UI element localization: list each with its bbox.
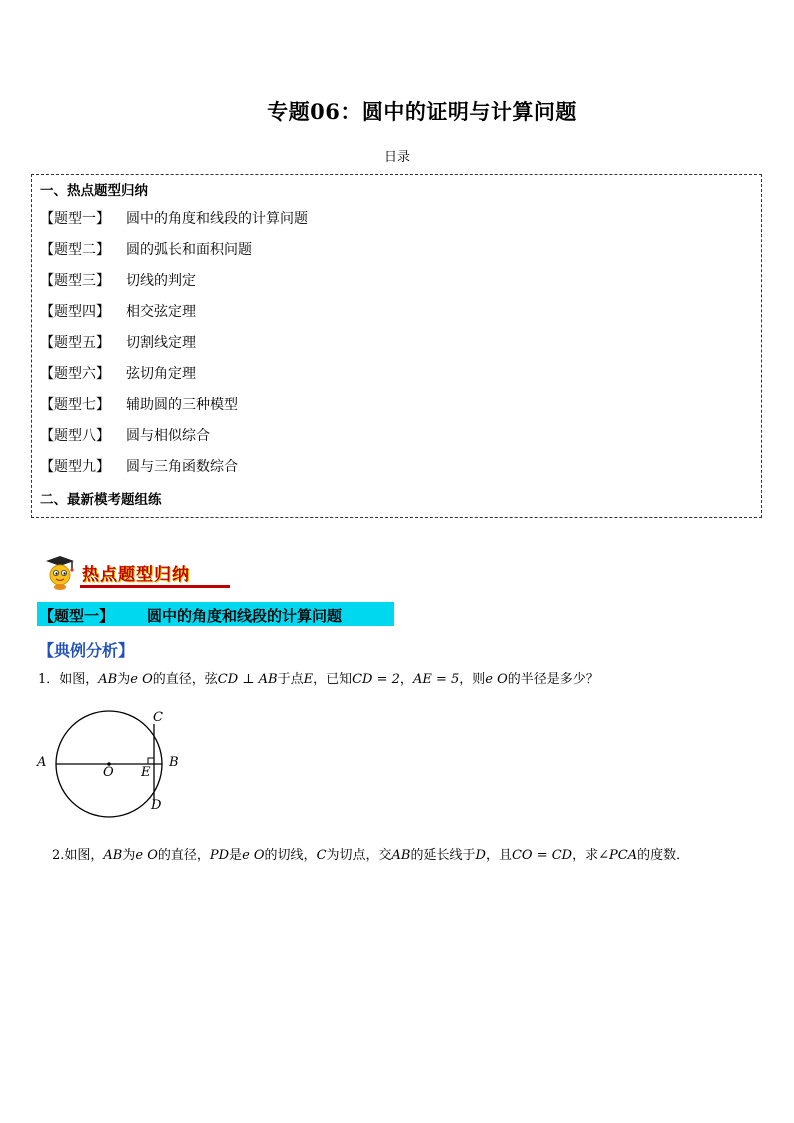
math-circle: e O [135, 848, 158, 863]
math-var: AB [98, 672, 118, 687]
text: 为 [117, 672, 131, 687]
question-number: 2.如图， [52, 848, 104, 863]
toc-item [40, 425, 210, 445]
label-d: D [151, 798, 162, 813]
toc-item [40, 208, 308, 228]
math-var: AB [391, 848, 411, 863]
toc-item [40, 363, 196, 383]
page-title: 专题06：圆中的证明与计算问题 [267, 99, 577, 124]
label-a: A [37, 755, 47, 770]
label-e: E [141, 765, 151, 780]
circle-figure [34, 708, 184, 822]
text: ，求 [572, 848, 599, 863]
toc-heading: 日录 [383, 150, 410, 165]
right-angle-mark [148, 758, 154, 764]
toc-item-tag: 【题型五】 [40, 335, 110, 351]
toc-section-mock-exams: 二、最新模考题组练 [40, 492, 162, 508]
text: 于点 [277, 672, 304, 687]
math-expr: AE = 5 [412, 672, 460, 687]
label-o: O [103, 765, 114, 780]
math-var: PD [209, 848, 230, 863]
table-of-contents [31, 174, 762, 518]
math-circle: e O [242, 848, 265, 863]
math-expr: CO = CD [511, 848, 573, 863]
toc-item-label: 辅助圆的三种模型 [126, 397, 238, 413]
toc-section-hot-types: 一、热点题型归纳 [40, 183, 148, 199]
banner-underline [80, 585, 230, 588]
text: 的直径，弦 [152, 672, 218, 687]
math-var: CD [217, 672, 239, 687]
math-var: E [303, 672, 314, 687]
toc-item-tag: 【题型六】 [40, 366, 110, 382]
toc-item-label: 圆与相似综合 [126, 428, 210, 444]
text: 的延长线于 [410, 848, 476, 863]
toc-item [40, 394, 238, 414]
math-var: C [316, 848, 327, 863]
text: ，则 [459, 672, 486, 687]
label-c: C [153, 710, 163, 725]
toc-item-tag: 【题型八】 [40, 428, 110, 444]
toc-item-tag: 【题型三】 [40, 273, 110, 289]
toc-item [40, 239, 252, 259]
text: 的直径， [157, 848, 210, 863]
section-banner [40, 553, 230, 591]
text: 为 [122, 848, 136, 863]
type-header-bar [37, 602, 394, 626]
question-1 [38, 668, 599, 687]
banner-title: 热点题型归纳 [82, 565, 190, 585]
toc-item-label: 切割线定理 [126, 335, 196, 351]
text: 为切点，交 [326, 848, 392, 863]
toc-item-tag: 【题型四】 [40, 304, 110, 320]
toc-item [40, 270, 196, 290]
type-header-tag: 【题型一】 [39, 607, 115, 625]
math-circle: e O [485, 672, 508, 687]
math-symbol: ⊥ [238, 672, 259, 687]
type-header-label: 圆中的角度和线段的计算问题 [147, 607, 343, 625]
math-expr: CD = 2 [352, 672, 400, 687]
math-var: AB [258, 672, 278, 687]
toc-item-label: 弦切角定理 [126, 366, 196, 382]
math-circle: e O [130, 672, 153, 687]
question-2 [52, 844, 689, 863]
toc-item-label: 圆与三角函数综合 [126, 459, 238, 475]
toc-item-label: 圆中的角度和线段的计算问题 [126, 211, 308, 227]
toc-item-label: 相交弦定理 [126, 304, 196, 320]
toc-item-tag: 【题型九】 [40, 459, 110, 475]
graduate-mascot-icon [40, 553, 80, 591]
text: 是 [229, 848, 243, 863]
toc-item [40, 301, 196, 321]
toc-item [40, 456, 238, 476]
text: ，已知 [313, 672, 353, 687]
text: ，且 [485, 848, 512, 863]
toc-item-label: 切线的判定 [126, 273, 196, 289]
text: 的半径是多少？ [507, 672, 599, 687]
toc-item-tag: 【题型七】 [40, 397, 110, 413]
math-expr: ∠PCA [598, 848, 638, 863]
question-number: 1．如图， [38, 672, 99, 687]
text: 的切线， [264, 848, 317, 863]
text: ， [399, 672, 413, 687]
toc-item [40, 332, 196, 352]
example-heading: 【典例分析】 [38, 641, 135, 660]
toc-item-tag: 【题型一】 [40, 211, 110, 227]
math-var: AB [103, 848, 123, 863]
math-var: D [475, 848, 486, 863]
label-b: B [169, 755, 179, 770]
toc-item-label: 圆的弧长和面积问题 [126, 242, 252, 258]
text: 的度数． [637, 848, 690, 863]
toc-item-tag: 【题型二】 [40, 242, 110, 258]
